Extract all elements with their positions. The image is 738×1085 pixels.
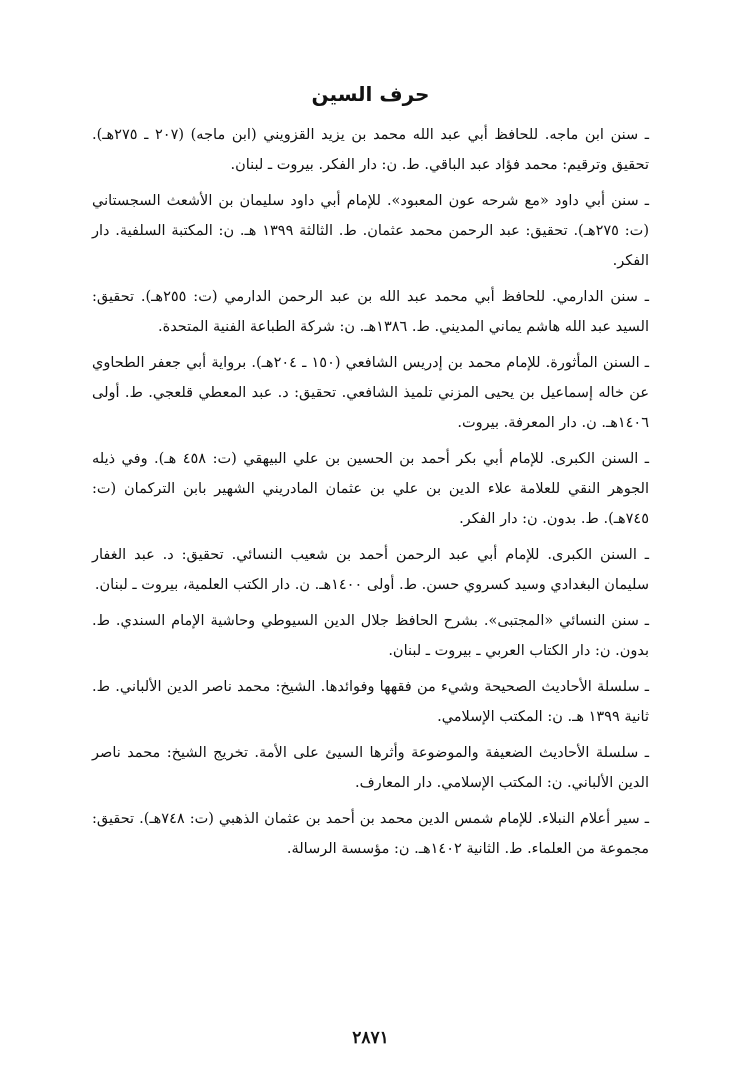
bibliography-entry: ـ السنن الكبرى. للإمام أبي بكر أحمد بن الحسين بن علي البيهقي (ت: ٤٥٨ هـ). وفي ذيله الجوهر النقي للعلامة علاء الدين بن علي بن عثمان المادريني الشهير بابن التركمان (ت: ٧٤٥هـ). ط. بدون. ن: دار الفكر.	[92, 451, 650, 527]
page-number: ٢٨٧١	[352, 1028, 389, 1048]
bibliography-entry: ـ سير أعلام النبلاء. للإمام شمس الدين محمد بن أحمد بن عثمان الذهبي (ت: ٧٤٨هـ). تحقيق: مجموعة من العلماء. ط. الثانية ١٤٠٢هـ. ن: مؤسسة الرسالة.	[92, 811, 649, 857]
bibliography-entry: ـ سنن أبي داود «مع شرحه عون المعبود». للإمام أبي داود سليمان بن الأشعث السجستاني (ت: ٢٧٥هـ). تحقيق: عبد الرحمن محمد عثمان. ط. الثالثة ١٣٩٩ هـ. ن: المكتبة السلفية. دار الفكر.	[92, 193, 649, 269]
section-heading: حرف السين	[311, 82, 430, 106]
bibliography-entry: ـ سنن ابن ماجه. للحافظ أبي عبد الله محمد بن يزيد القزويني (ابن ماجه) (٢٠٧ ـ ٢٧٥هـ). تحقيق وترقيم: محمد فؤاد عبد الباقي. ط. ن: دار الفكر. بيروت ـ لبنان.	[92, 127, 649, 173]
document-page	[92, 70, 649, 1050]
bibliography-entry: ـ سلسلة الأحاديث الضعيفة والموضوعة وأثرها السيئ على الأمة. تخريج الشيخ: محمد ناصر الدين الألباني. ن: المكتب الإسلامي. دار المعارف.	[92, 745, 649, 791]
bibliography-entry: ـ سنن الدارمي. للحافظ أبي محمد عبد الله بن عبد الرحمن الدارمي (ت: ٢٥٥هـ). تحقيق: السيد عبد الله هاشم يماني المديني. ط. ١٣٨٦هـ. ن: شركة الطباعة الفنية المتحدة.	[92, 289, 650, 335]
bibliography-entry: ـ سنن النسائي «المجتبى». بشرح الحافظ جلال الدين السيوطي وحاشية الإمام السندي. ط. بدون. ن: دار الكتاب العربي ـ بيروت ـ لبنان.	[92, 613, 649, 659]
bibliography-entry: ـ سلسلة الأحاديث الصحيحة وشيء من فقهها وفوائدها. الشيخ: محمد ناصر الدين الألباني. ط. ثانية ١٣٩٩ هـ. ن: المكتب الإسلامي.	[92, 679, 649, 725]
bibliography-entry: ـ السنن المأثورة. للإمام محمد بن إدريس الشافعي (١٥٠ ـ ٢٠٤هـ). برواية أبي جعفر الطحاوي عن خاله إسماعيل بن يحيى المزني تلميذ الشافعي. تحقيق: د. عبد المعطي قلعجي. ط. أولى ١٤٠٦هـ. ن. دار المعرفة. بيروت.	[92, 355, 650, 431]
bibliography-list	[92, 120, 649, 864]
bibliography-entry: ـ السنن الكبرى. للإمام أبي عبد الرحمن أحمد بن شعيب النسائي. تحقيق: د. عبد الغفار سليمان البغدادي وسيد كسروي حسن. ط. أولى ١٤٠٠هـ. ن. دار الكتب العلمية، بيروت ـ لبنان.	[92, 547, 649, 593]
